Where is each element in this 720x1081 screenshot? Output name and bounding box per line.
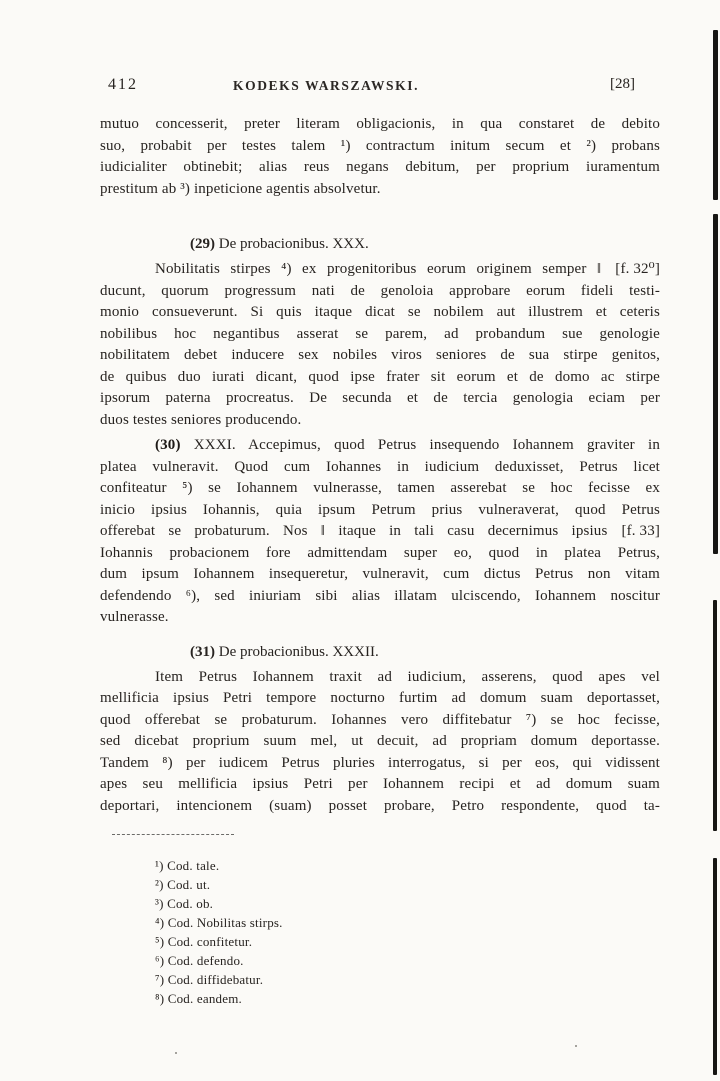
paragraph [100,667,660,818]
footnote-text: Cod. defendo. [164,953,244,968]
footnote-text: Cod. eandem. [164,991,242,1006]
text-line: dum ipsum Iohannem insequeretur, vulneravit, cum dictus Petrus non vitam [100,566,660,582]
text-line: apes seu mellificia ipsius Petri per Iohannem recipi et ad domum suam [100,776,660,792]
text-line: sed dicebat proprium suum mel, ut decuit, ad propriam domum deportasse. [100,733,660,749]
page-body [100,114,660,817]
footnotes-list [155,856,660,1008]
scan-edge-artifact [713,30,718,200]
text-line: deportari, intencionem (suam) posset probare, Petro respondente, quod ta- [100,797,660,814]
text-line: monio consueverunt. Si quis itaque dicat se nobilem aut illustrem et ceteris [100,304,660,320]
section-heading [190,641,660,663]
section-heading [190,233,660,255]
footnote-item [155,913,660,932]
text-line: ipsorum paterna procreatus. De secunda et de tercia genologia eciam per [100,390,660,406]
footnote-separator-rule [112,834,234,835]
footnote-marker: ¹) [155,858,164,873]
footnote-text: Cod. tale. [163,858,220,873]
footnote-item [155,875,660,894]
text-line: ducunt, quorum progressum nati de genoloia approbare eorum fideli testi- [100,282,660,299]
section-heading-text: De probacionibus. XXXII. [215,643,379,660]
text-line: prestitum ab ³) inpeticione agentis absolvetur. [100,180,381,197]
issue-number: [28] [610,76,635,92]
page-number: 412 [108,76,138,93]
footnote-marker: ⁴) [155,915,165,930]
paragraph [100,435,660,629]
text-line-main: offerebat se probaturum. Nos ‖ itaque in tali casu decernimus ipsius [100,523,608,539]
footnote-item [155,989,660,1008]
footnote-text: Cod. diffidebatur. [164,972,264,987]
folio-marginal-note: [f. 32⁰] [615,261,660,277]
paragraph [100,114,660,200]
text-block [100,114,660,1008]
footnote-text: Cod. confitetur. [164,934,253,949]
footnote-text: Cod. Nobilitas stirps. [164,915,283,930]
text-line: nobilitatem debet inducere sex nobiles viros seniores de sua stirpe genitos, [100,347,660,363]
footnote-marker: ⁸) [155,991,165,1006]
text-line: Tandem ⁸) per iudicem Petrus pluries interrogatus, si per eos, qui vidissent [100,754,660,771]
footnote-marker: ⁵) [155,934,165,949]
footnote-text: Cod. ob. [163,896,214,911]
text-line: quod offerebat se probaturum. Iohannes vero diffitebatur ⁷) se hoc fecisse, [100,711,660,728]
footnote-item [155,932,660,951]
text-line: (30) XXXI. Accepimus, quod Petrus insequendo Iohannem graviter in [155,437,660,453]
section-number: (31) [190,643,215,660]
footnote-text: Cod. ut. [163,877,211,892]
text-line: suo, probabit per testes talem ¹) contractum initum secum et ²) probans [100,137,660,154]
text-line [100,521,660,543]
text-line [100,259,660,281]
footnote-marker: ²) [155,877,164,892]
text-line: defendendo ⁶), sed iniuriam sibi alias illatam ulciscendo, Iohannem noscitur [100,587,660,604]
page-header [0,76,720,98]
folio-marginal-note: [f. 33] [621,523,660,539]
scan-speck-artifact [575,1045,577,1047]
scan-edge-artifact [713,600,717,831]
section-heading-text: De probacionibus. XXX. [215,236,369,252]
footnote-item [155,894,660,913]
paragraph [100,259,660,431]
section-number: (29) [190,236,215,252]
text-line: confiteatur ⁵) se Iohannem vulnerasse, tamen asserebat se hoc fecisse ex [100,480,660,496]
text-line: platea vulneravit. Quod cum Iohannes in iudicium deduxisset, Petrus licet [100,458,660,475]
footnote-item [155,970,660,989]
text-line: Item Petrus Iohannem traxit ad iudicium, asserens, quod apes vel [155,668,660,685]
footnote-item [155,856,660,875]
text-line: mutuo concesserit, preter literam obligacionis, in qua constaret de debito [100,116,660,132]
scan-speck-artifact [175,1052,177,1054]
text-line: iudicialiter obtinebit; alias reus negans debitum, per proprium iuramentum [100,159,660,175]
footnote-item [155,951,660,970]
section-number-inline: (30) [155,437,181,453]
text-line: de quibus duo iurati dicant, quod ipse frater sit eorum et de domo ac stirpe [100,368,660,385]
text-line: Iohannis probacionem fore admittendam super eo, quod in platea Petrus, [100,544,660,561]
text-line: mellificia ipsius Petri tempore nocturno furtim ad domum suam deportasset, [100,690,660,706]
footnote-marker: ⁶) [155,953,165,968]
text-line: duos testes seniores producendo. [100,411,302,428]
scan-edge-artifact [713,214,718,554]
running-title: KODEKS WARSZAWSKI. [233,78,420,93]
text-line: inicio ipsius Iohannis, quia ipsum Petrum prius vulneraverat, quod Petrus [100,501,660,518]
text-line-main: Nobilitatis stirpes ⁴) ex progenitoribus eorum originem semper ‖ [155,261,602,277]
footnote-marker: ³) [155,896,164,911]
text-line: nobilibus hoc negantibus asserat se parem, ad probandum sue genologie [100,325,660,342]
text-line: vulnerasse. [100,609,169,625]
scan-edge-artifact [713,858,717,1075]
footnote-marker: ⁷) [155,972,165,987]
